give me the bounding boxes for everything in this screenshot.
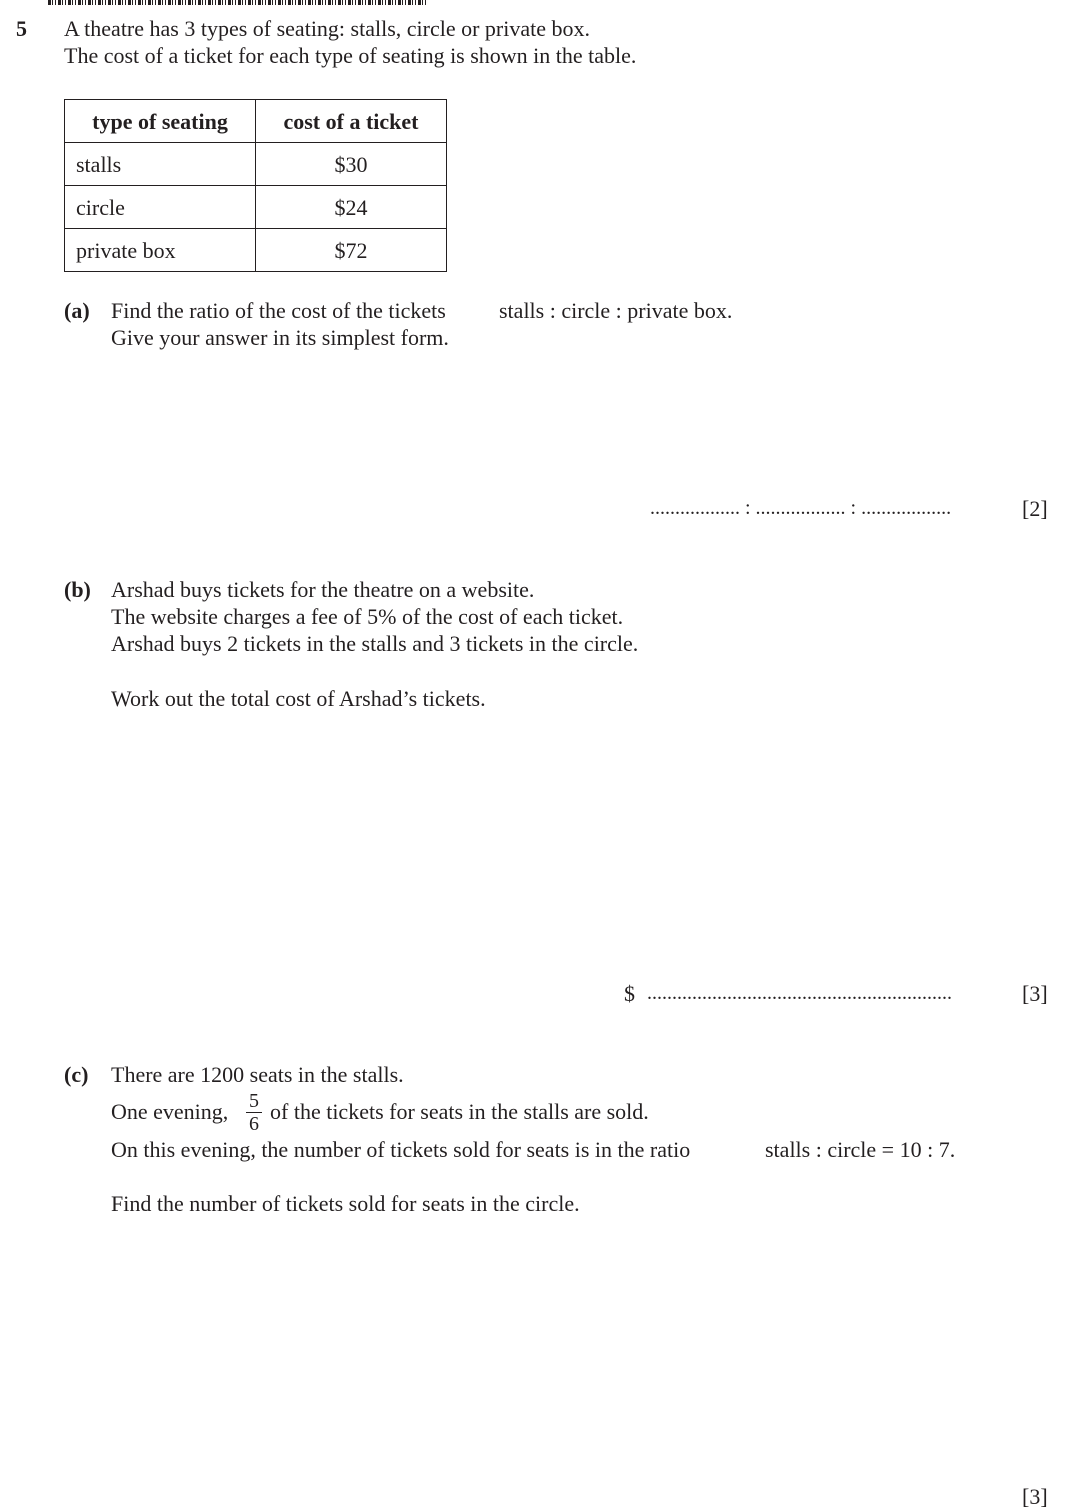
part-b-line-4: Work out the total cost of Arshad’s tickets.	[111, 686, 486, 711]
part-c-line-1: There are 1200 seats in the stalls.	[111, 1062, 404, 1087]
part-b-marks: [3]	[1022, 981, 1048, 1006]
part-b-currency: $	[624, 981, 635, 1006]
fraction-numerator: 5	[249, 1090, 259, 1112]
fraction-five-sixths	[246, 1091, 262, 1134]
part-c-label: (c)	[64, 1062, 89, 1087]
ticket-cost-cell: $30	[256, 143, 447, 186]
ticket-cost-cell: $24	[256, 186, 447, 229]
fraction-denominator: 6	[249, 1113, 259, 1135]
table-row	[65, 143, 447, 186]
intro-line-1: A theatre has 3 types of seating: stalls, circle or private box.	[64, 16, 591, 41]
question-number: 5	[16, 16, 27, 41]
part-a-line-1: Find the ratio of the cost of the tickets	[111, 298, 446, 323]
seating-type-cell: stalls	[65, 143, 256, 186]
intro-line-2: The cost of a ticket for each type of seating is shown in the table.	[64, 43, 637, 68]
part-c-line-2-post: of the tickets for seats in the stalls are sold.	[270, 1099, 649, 1124]
part-b-line-2: The website charges a fee of 5% of the cost of each ticket.	[111, 604, 624, 629]
ticket-cost-cell: $72	[256, 229, 447, 272]
table-row	[65, 229, 447, 272]
part-a-answer-line: .................. : .................. : ..................	[650, 497, 952, 519]
part-b-line-3: Arshad buys 2 tickets in the stalls and 3 tickets in the circle.	[111, 631, 639, 656]
table-header-row	[65, 100, 447, 143]
part-c-line-4: Find the number of tickets sold for seats in the circle.	[111, 1191, 580, 1216]
seating-type-cell: private box	[65, 229, 256, 272]
part-b-label: (b)	[64, 577, 91, 602]
barcode	[48, 0, 426, 5]
part-a-line-2: Give your answer in its simplest form.	[111, 325, 449, 350]
part-a-marks: [2]	[1022, 496, 1048, 521]
header-cost-of-ticket: cost of a ticket	[256, 100, 447, 143]
table-row	[65, 186, 447, 229]
part-c-line-3: On this evening, the number of tickets sold for seats is in the ratio	[111, 1137, 691, 1162]
part-c-ratio: stalls : circle = 10 : 7.	[765, 1137, 956, 1162]
part-c-line-2-pre: One evening,	[111, 1099, 229, 1124]
part-b-line-1: Arshad buys tickets for the theatre on a website.	[111, 577, 535, 602]
part-a-label: (a)	[64, 298, 90, 323]
header-type-of-seating: type of seating	[65, 100, 256, 143]
part-a-ratio: stalls : circle : private box.	[499, 298, 733, 323]
seating-type-cell: circle	[65, 186, 256, 229]
ticket-cost-table	[64, 99, 447, 272]
part-c-marks: [3]	[1022, 1484, 1048, 1509]
part-b-answer-line: .............................................................	[647, 982, 952, 1004]
